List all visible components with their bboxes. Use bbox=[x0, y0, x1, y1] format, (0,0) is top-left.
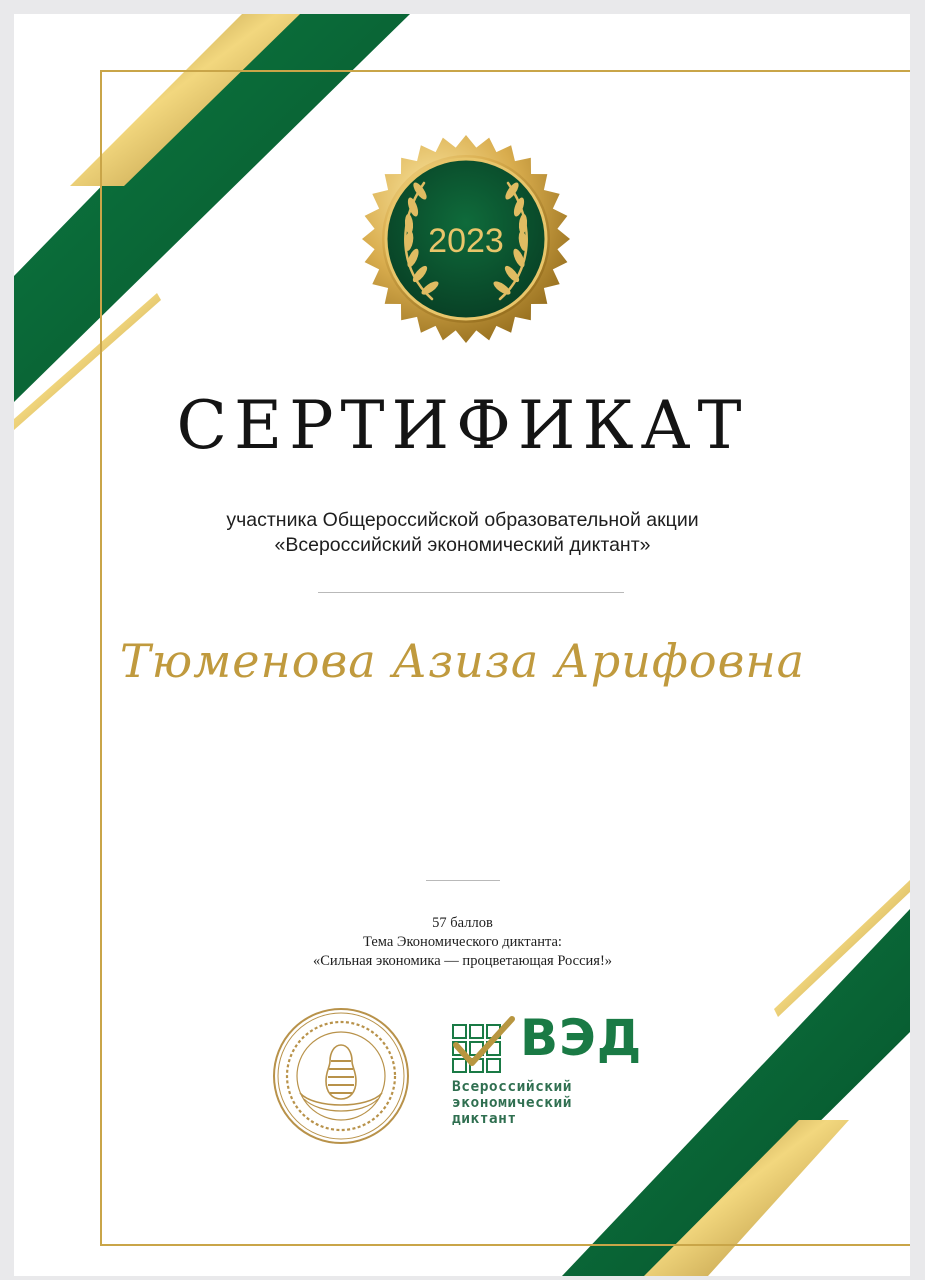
recipient-name: Тюменова Азиза Арифовна bbox=[119, 634, 806, 688]
certificate-details bbox=[0, 914, 925, 971]
ved-caption bbox=[452, 1079, 572, 1127]
certificate-title: СЕРТИФИКАТ bbox=[176, 387, 749, 464]
ved-abbreviation: ВЭД bbox=[520, 1009, 643, 1067]
divider-bottom bbox=[426, 880, 500, 881]
ved-logo bbox=[450, 1009, 680, 1145]
free-economic-society-seal-icon bbox=[270, 1005, 412, 1147]
top-left-ribbon bbox=[14, 14, 410, 430]
subtitle-line-1: участника Общероссийской образовательной акции bbox=[226, 509, 699, 531]
divider-top bbox=[318, 592, 624, 593]
subtitle-line-2: «Всероссийский экономический диктант» bbox=[274, 534, 651, 556]
year-medal-icon bbox=[358, 131, 574, 347]
ved-caption-line-1: Всероссийский bbox=[452, 1079, 572, 1095]
theme-value: «Сильная экономика — процветающая Россия!» bbox=[312, 953, 613, 969]
ved-checkmark-icon bbox=[450, 1015, 520, 1073]
score-text: 57 баллов bbox=[432, 915, 493, 931]
theme-label: Тема Экономического диктанта: bbox=[363, 934, 562, 950]
ved-caption-line-2: экономический bbox=[452, 1095, 572, 1111]
certificate-subtitle bbox=[0, 508, 925, 558]
ved-caption-line-3: диктант bbox=[452, 1111, 517, 1127]
medal-year: 2023 bbox=[428, 222, 504, 260]
